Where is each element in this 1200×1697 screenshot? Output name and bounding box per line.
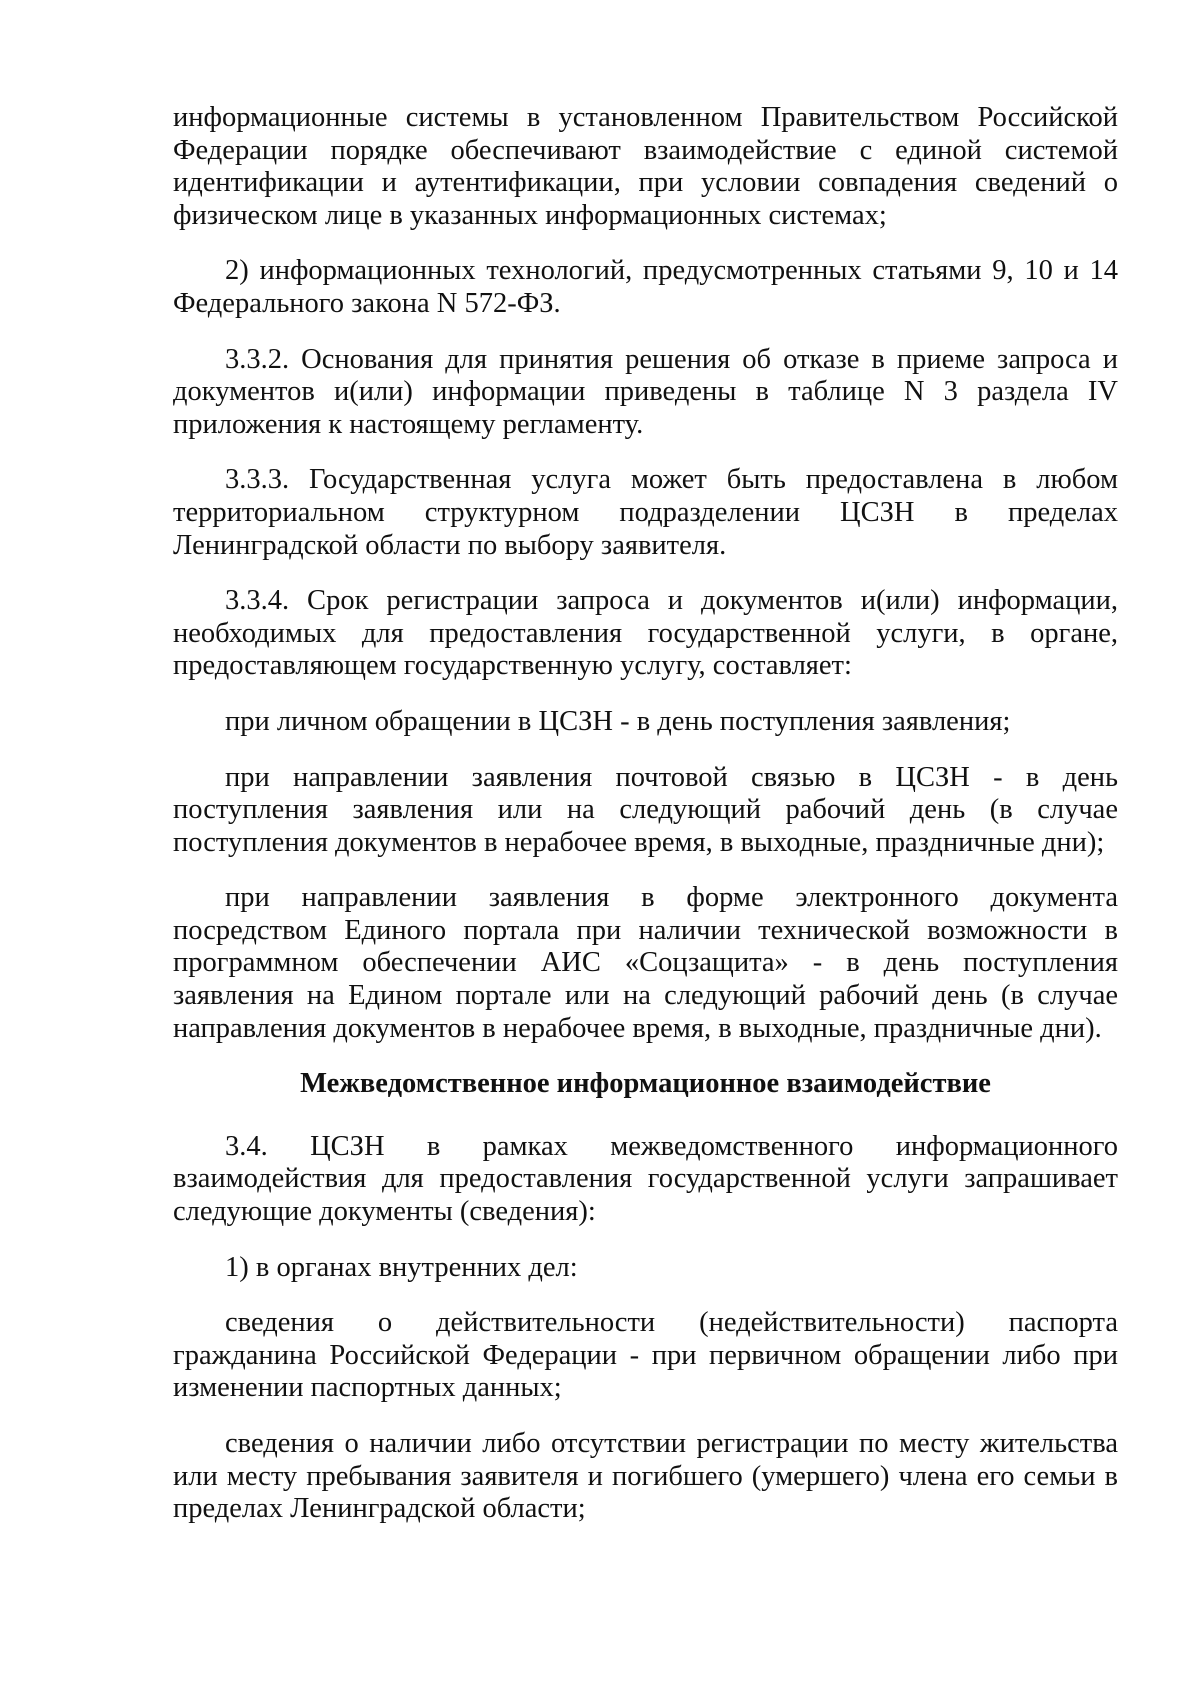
paragraph-passport-validity: сведения о действительности (недействительности) паспорта гражданина Российской Федерации - при первичном обращении либо при изменении паспортных данных; xyxy=(173,1307,1118,1404)
paragraph-registration-info: сведения о наличии либо отсутствии регистрации по месту жительства или месту пребывания заявителя и погибшего (умершего) члена его семьи в пределах Ленинградской области; xyxy=(173,1428,1118,1525)
paragraph-3-4: 3.4. ЦСЗН в рамках межведомственного информационного взаимодействия для предоставления государственной услуги запрашивает следующие документы (сведения): xyxy=(173,1130,1118,1228)
paragraph-3-3-2: 3.3.2. Основания для принятия решения об отказе в приеме запроса и документов и(или) информации приведены в таблице N 3 раздела IV приложения к настоящему регламенту. xyxy=(173,343,1118,440)
paragraph-internal-affairs: 1) в органах внутренних дел: xyxy=(225,1251,578,1283)
section-heading: Межведомственное информационное взаимодействие xyxy=(300,1068,991,1100)
paragraph-3-3-4: 3.3.4. Срок регистрации запроса и документов и(или) информации, необходимых для предоставления государственной услуги, в органе, предоставляющем государственную услугу, составляет: xyxy=(173,585,1118,682)
paragraph-continuation: информационные системы в установленном Правительством Российской Федерации порядке обеспечивают взаимодействие с единой системой идентификации и аутентификации, при условии совпадения сведений о физическом лице в указанных информационных системах; xyxy=(173,102,1118,231)
document-page xyxy=(173,102,1118,1549)
paragraph-item-2: 2) информационных технологий, предусмотренных статьями 9, 10 и 14 Федерального закона N 572-ФЗ. xyxy=(173,255,1118,319)
paragraph-3-3-3: 3.3.3. Государственная услуга может быть предоставлена в любом территориальном структурном подразделении ЦСЗН в пределах Ленинградской области по выбору заявителя. xyxy=(173,464,1118,561)
paragraph-electronic: при направлении заявления в форме электронного документа посредством Единого портала при наличии технической возможности в программном обеспечении АИС «Соцзащита» - в день поступления заявления на Едином портале или на следующий рабочий день (в случае направления документов в нерабочее время, в выходные, праздничные дни). xyxy=(173,882,1118,1044)
paragraph-personal-visit: при личном обращении в ЦСЗН - в день поступления заявления; xyxy=(225,705,1011,737)
paragraph-postal: при направлении заявления почтовой связью в ЦСЗН - в день поступления заявления или на следующий рабочий день (в случае поступления документов в нерабочее время, в выходные, праздничные дни); xyxy=(173,761,1118,858)
